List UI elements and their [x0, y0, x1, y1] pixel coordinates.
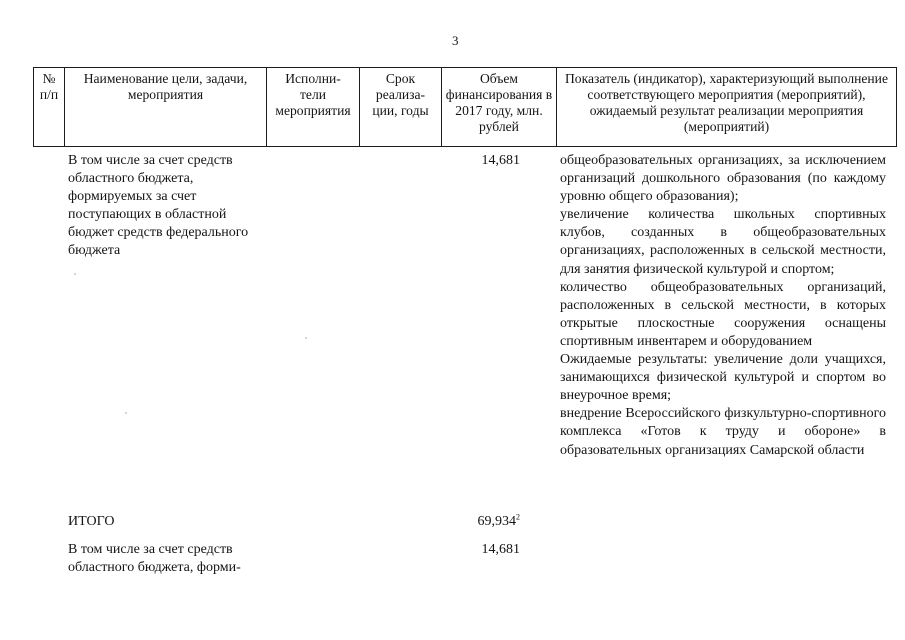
header-amount: Объем финансирования в 2017 году, млн. рублей: [442, 68, 557, 147]
row-indicator: [560, 152, 886, 460]
total-amount-value: 69,934: [477, 514, 516, 529]
row-amount-continued: 14,681: [481, 542, 520, 557]
indicator-item: Ожидаемые результаты: увеличение доли учащихся, занимающихся физической культурой и спортом во внеурочное время;: [560, 352, 886, 404]
header-name: Наименование цели, задачи, мероприятия: [65, 68, 267, 147]
indicator-item: увеличение количества школьных спортивных клубов, созданных в общеобразовательных организациях, расположенных в сельской местности, для занятия физической культурой и спортом;: [560, 207, 886, 277]
row-name-continued: В том числе за счет средств областного бюджета, форми-: [68, 542, 241, 576]
header-executors-text: Исполни- тели мероприятия: [275, 71, 351, 118]
row-name: В том числе за счет средств областного бюджета, формируемых за счет поступающих в областной бюджет средств федерального бюджета: [68, 153, 249, 259]
header-term: [360, 68, 442, 147]
total-amount: [440, 513, 520, 531]
row-amount: 14,681: [481, 153, 520, 168]
program-table-header: [33, 67, 897, 147]
page-number: 3: [452, 33, 459, 48]
indicator-item: внедрение Всероссийского физкультурно-спортивного комплекса «Готов к труду и обороне» в образовательных организациях Самарской области: [560, 406, 886, 458]
total-label: ИТОГО: [68, 514, 115, 529]
header-number: № п/п: [34, 68, 65, 147]
scan-speck: [125, 412, 127, 414]
header-executors: [267, 68, 360, 147]
scan-speck: [305, 337, 307, 339]
header-term-text: Срок реализа- ции, годы: [372, 71, 429, 118]
scan-speck: [74, 273, 76, 275]
indicator-item: общеобразовательных организациях, за исключением организаций дошкольного образования (по каждому уровню общего образования);: [560, 153, 886, 205]
indicator-item: количество общеобразовательных организаций, расположенных в сельской местности, в которых открытые плоскостные сооружения оснащены спортивным инвентарем и оборудованием: [560, 279, 886, 349]
header-indicator: Показатель (индикатор), характеризующий выполнение соответствующего мероприятия (мероприятий), ожидаемый результат реализации мероприятия (мероприятий): [557, 68, 897, 147]
total-footnote-mark: 2: [516, 512, 520, 522]
